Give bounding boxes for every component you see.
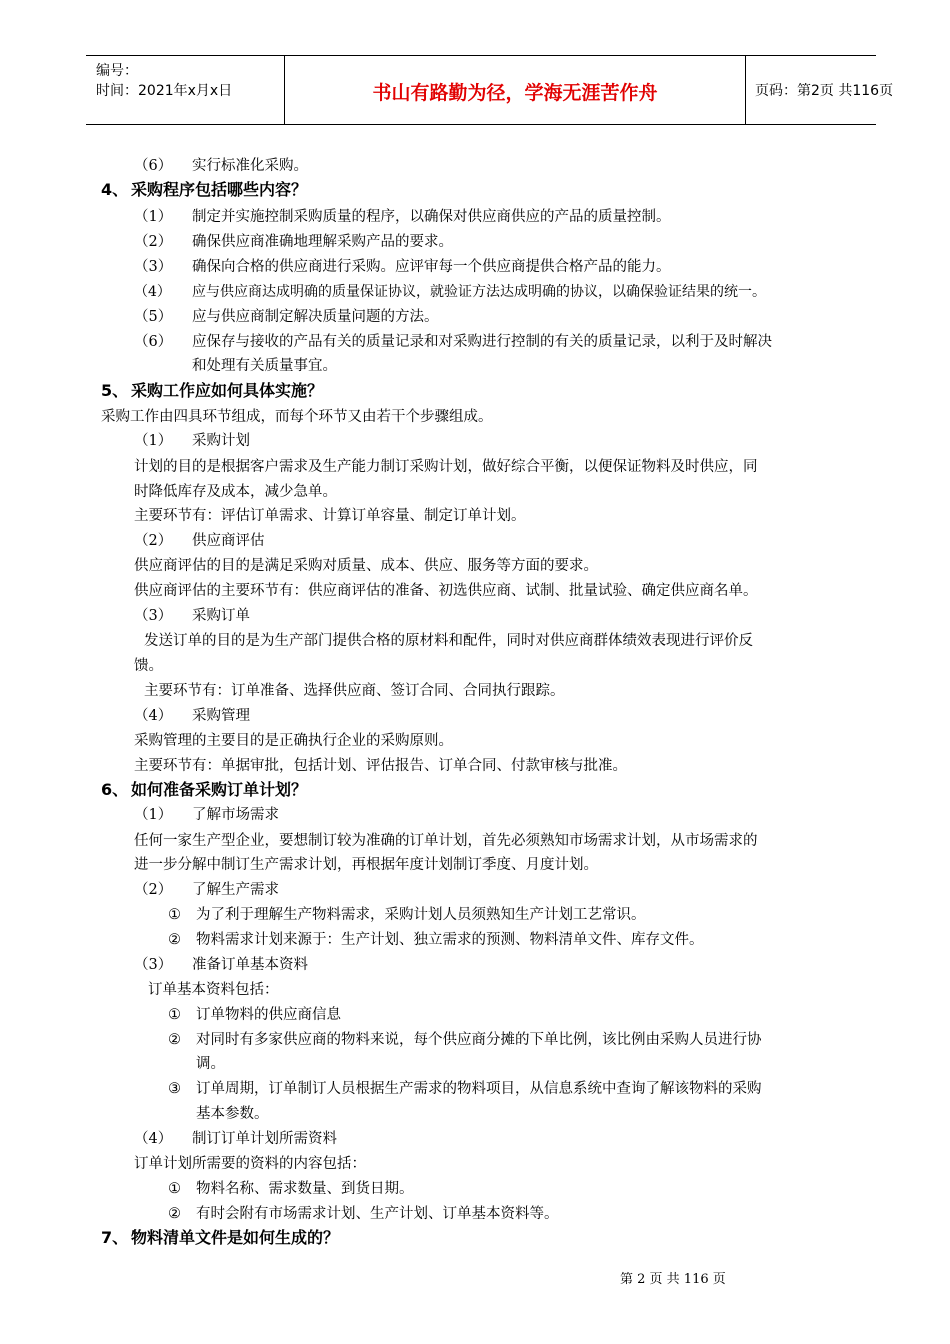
paragraph: 馈。 — [134, 658, 163, 674]
sub-list-item: ① 订单物料的供应商信息 — [168, 1007, 341, 1023]
paragraph: 发送订单的目的是为生产部门提供合格的原材料和配件，同时对供应商群体绩效表现进行评价反 — [144, 633, 753, 649]
document-number-label: 编号： — [96, 63, 138, 79]
list-item: （5） 应与供应商制定解决质量问题的方法。 — [134, 309, 439, 325]
paragraph: 进一步分解中制订生产需求计划，再根据年度计划制订季度、月度计划。 — [134, 857, 598, 873]
header-meta-cell — [86, 56, 284, 124]
list-item: （4） 采购管理 — [134, 708, 250, 724]
list-item: （2） 确保供应商准确地理解采购产品的要求。 — [134, 234, 453, 250]
sub-list-item: ② 有时会附有市场需求计划、生产计划、订单基本资料等。 — [168, 1206, 559, 1222]
header-motto: 书山有路勤为径，学海无涯苦作舟 — [372, 82, 658, 104]
paragraph: 主要环节有：订单准备、选择供应商、签订合同、合同执行跟踪。 — [144, 683, 565, 699]
sub-list-item: ① 为了利于理解生产物料需求，采购计划人员须熟知生产计划工艺常识。 — [168, 907, 646, 923]
sub-list-item-continuation: 调。 — [196, 1056, 225, 1072]
header-motto-cell — [284, 56, 746, 124]
paragraph: 时降低库存及成本，减少急单。 — [134, 484, 337, 500]
document-time-label: 时间：2021年x月x日 — [96, 83, 233, 99]
list-item: （3） 确保向合格的供应商进行采购。应评审每一个供应商提供合格产品的能力。 — [134, 259, 671, 275]
list-item: （1） 制定并实施控制采购质量的程序，以确保对供应商供应的产品的质量控制。 — [134, 209, 671, 225]
paragraph: 主要环节有：单据审批，包括计划、评估报告、订单合同、付款审核与批准。 — [134, 758, 627, 774]
section-heading: 6、 如何准备采购订单计划？ — [101, 780, 308, 799]
paragraph: 订单基本资料包括： — [148, 982, 279, 998]
list-item: （3） 采购订单 — [134, 608, 250, 624]
paragraph: 供应商评估的目的是满足采购对质量、成本、供应、服务等方面的要求。 — [134, 558, 598, 574]
list-item: （4） 制订订单计划所需资料 — [134, 1131, 337, 1147]
paragraph: 订单计划所需要的资料的内容包括： — [134, 1156, 366, 1172]
list-item: （1） 采购计划 — [134, 433, 250, 449]
section-heading: 7、 物料清单文件是如何生成的？ — [101, 1228, 340, 1247]
page-footer: 第 2 页 共 116 页 — [620, 1272, 726, 1287]
paragraph: 计划的目的是根据客户需求及生产能力制订采购计划，做好综合平衡，以便保证物料及时供应，同 — [134, 459, 758, 475]
list-item-continuation: 和处理有关质量事宜。 — [192, 358, 337, 374]
sub-list-item: ② 对同时有多家供应商的物料来说，每个供应商分摊的下单比例，该比例由采购人员进行协 — [168, 1032, 762, 1048]
sub-list-item: ② 物料需求计划来源于：生产计划、独立需求的预测、物料清单文件、库存文件。 — [168, 932, 704, 948]
document-header — [86, 55, 894, 125]
list-item: （6） 应保存与接收的产品有关的质量记录和对采购进行控制的有关的质量记录，以利于及时解决 — [134, 334, 772, 350]
list-item: （2） 了解生产需求 — [134, 882, 279, 898]
paragraph: 采购管理的主要目的是正确执行企业的采购原则。 — [134, 733, 453, 749]
header-page-label: 页码：第2页 共116页 — [755, 83, 894, 99]
list-item: （6） 实行标准化采购。 — [134, 158, 308, 174]
list-item: （3） 准备订单基本资料 — [134, 957, 308, 973]
section-heading: 5、 采购工作应如何具体实施？ — [101, 381, 324, 400]
list-item: （4） 应与供应商达成明确的质量保证协议，就验证方法达成明确的协议，以确保验证结果的统一。 — [134, 284, 766, 300]
list-item: （1） 了解市场需求 — [134, 807, 279, 823]
section-heading: 4、 采购程序包括哪些内容？ — [101, 180, 308, 199]
sub-list-item-continuation: 基本参数。 — [196, 1106, 269, 1122]
header-page-cell — [746, 56, 894, 124]
paragraph: 供应商评估的主要环节有：供应商评估的准备、初选供应商、试制、批量试验、确定供应商名单。 — [134, 583, 758, 599]
paragraph: 采购工作由四具环节组成，而每个环节又由若干个步骤组成。 — [101, 409, 493, 425]
sub-list-item: ① 物料名称、需求数量、到货日期。 — [168, 1181, 414, 1197]
sub-list-item: ③ 订单周期，订单制订人员根据生产需求的物料项目，从信息系统中查询了解该物料的采购 — [168, 1081, 762, 1097]
paragraph: 主要环节有：评估订单需求、计算订单容量、制定订单计划。 — [134, 508, 526, 524]
list-item: （2） 供应商评估 — [134, 533, 265, 549]
paragraph: 任何一家生产型企业，要想制订较为准确的订单计划，首先必须熟知市场需求计划，从市场需求的 — [134, 833, 758, 849]
